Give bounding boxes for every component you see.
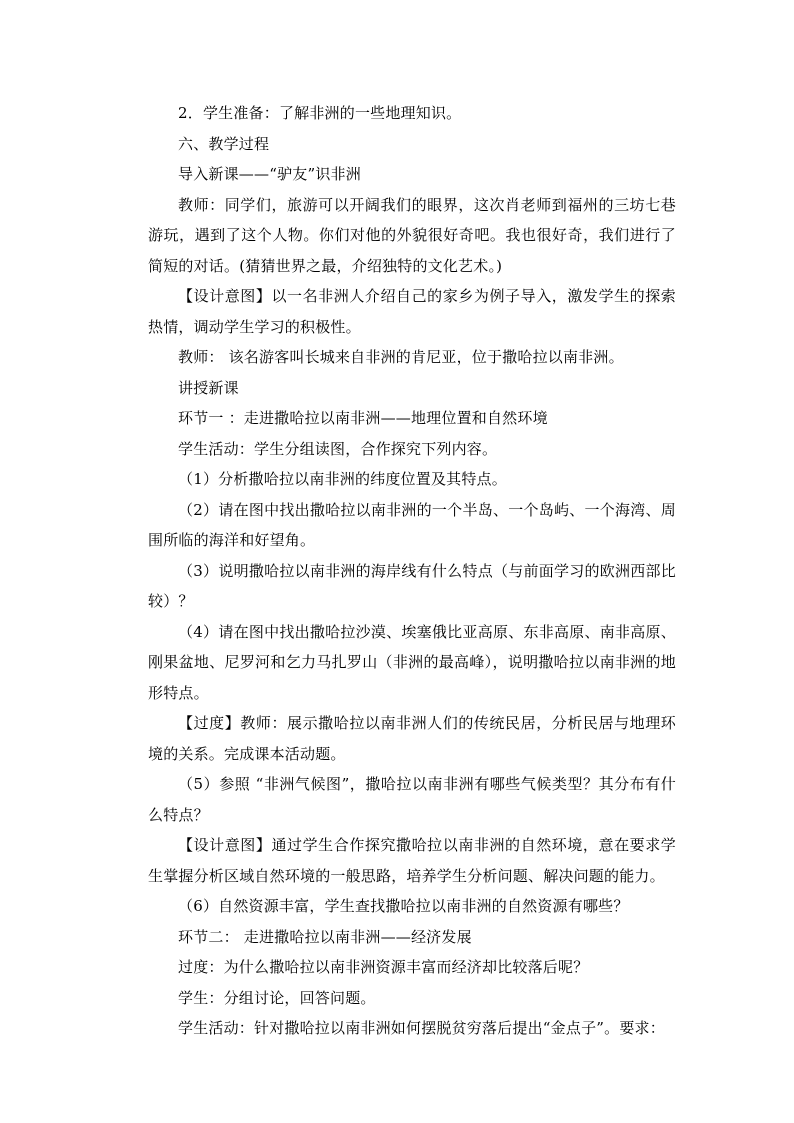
paragraph-transition-1: 【过度】教师：展示撒哈拉以南非洲人们的传统民居，分析民居与地理环境的关系。完成课本活动题。 — [148, 714, 676, 763]
document-body — [148, 98, 676, 1044]
paragraph-student-activity-2: 学生活动：针对撒哈拉以南非洲如何摆脱贫穷落后提出“金点子”。要求： — [178, 1019, 665, 1037]
question-3: （3）说明撒哈拉以南非洲的海岸线有什么特点（与前面学习的欧洲西部比较）？ — [148, 561, 676, 610]
paragraph-student-discussion: 学生：分组讨论，回答问题。 — [178, 988, 376, 1007]
question-2: （2）请在图中找出撒哈拉以南非洲的一个半岛、一个岛屿、一个海湾、周围所临的海洋和好望角。 — [148, 500, 676, 549]
question-1: （1）分析撒哈拉以南非洲的纬度位置及其特点。 — [178, 470, 507, 488]
paragraph-design-intent-1: 【设计意图】以一名非洲人介绍自己的家乡为例子导入，激发学生的探索热情，调动学生学习的积极性。 — [148, 287, 676, 336]
subheading-step-two: 环节二： 走进撒哈拉以南非洲——经济发展 — [178, 927, 472, 946]
paragraph-student-activity-1: 学生活动：学生分组读图，合作探究下列内容。 — [178, 439, 498, 458]
question-6: （6）自然资源丰富，学生查找撒哈拉以南非洲的自然资源有哪些？ — [178, 897, 629, 915]
subheading-new-lesson: 讲授新课 — [178, 378, 239, 397]
section-heading-teaching-process: 六、教学过程 — [178, 134, 270, 153]
question-4: （4）请在图中找出撒哈拉沙漠、埃塞俄比亚高原、东非高原、南非高原、刚果盆地、尼罗河和乞力马扎罗山（非洲的最高峰），说明撒哈拉以南非洲的地形特点。 — [148, 622, 676, 702]
paragraph-transition-2: 过度：为什么撒哈拉以南非洲资源丰富而经济却比较落后呢？ — [178, 958, 589, 976]
paragraph-student-preparation: 2．学生准备：了解非洲的一些地理知识。 — [178, 104, 462, 122]
paragraph-design-intent-2: 【设计意图】通过学生合作探究撒哈拉以南非洲的自然环境，意在要求学生掌握分析区域自然环境的一般思路，培养学生分析问题、解决问题的能力。 — [148, 836, 676, 885]
paragraph-teacher-intro: 教师：同学们，旅游可以开阔我们的眼界，这次肖老师到福州的三坊七巷游玩，遇到了这个人物。你们对他的外貌很好奇吧。我也很好奇，我们进行了简短的对话。(猜猜世界之最，介绍独特的文化艺术。) — [148, 195, 676, 275]
subheading-introduction: 导入新课——“驴友”识非洲 — [178, 165, 361, 183]
subheading-step-one: 环节一 ：走进撒哈拉以南非洲——地理位置和自然环境 — [178, 409, 548, 427]
question-5: （5）参照 “非洲气候图”，撒哈拉以南非洲有哪些气候类型？其分布有什么特点？ — [148, 775, 676, 824]
paragraph-teacher-visitor: 教师： 该名游客叫长城来自非洲的肯尼亚，位于撒哈拉以南非洲。 — [178, 348, 624, 366]
